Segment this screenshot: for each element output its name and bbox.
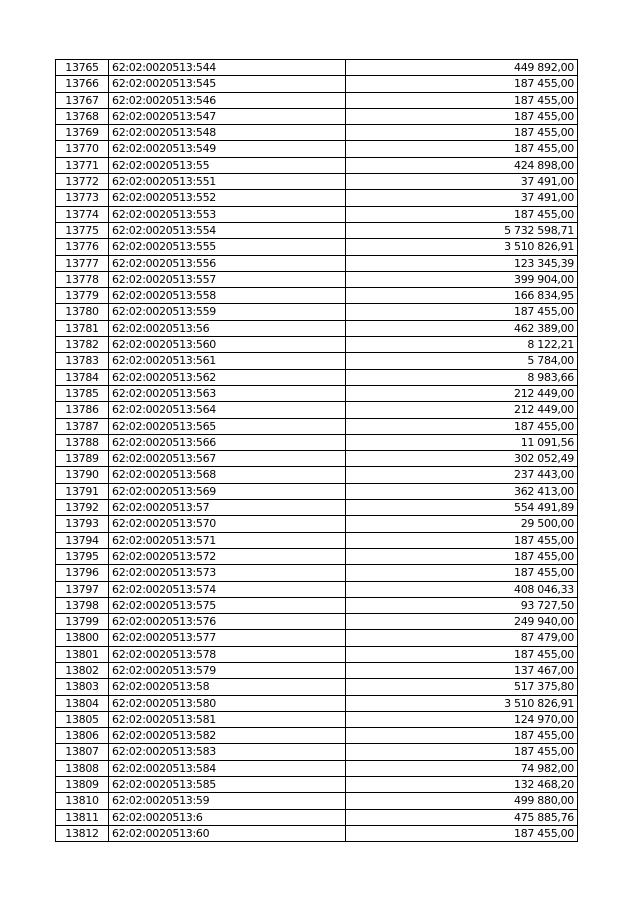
cadastral-number-cell: 62:02:0020513:579 (109, 662, 346, 678)
row-number-cell: 13781 (56, 320, 109, 336)
row-number-cell: 13807 (56, 744, 109, 760)
cadastral-number-cell: 62:02:0020513:569 (109, 483, 346, 499)
cadastral-number-cell: 62:02:0020513:561 (109, 353, 346, 369)
value-cell: 11 091,56 (346, 434, 578, 450)
table-row (56, 157, 578, 173)
value-cell: 554 491,89 (346, 500, 578, 516)
row-number-cell: 13775 (56, 222, 109, 238)
table-row (56, 711, 578, 727)
value-cell: 5 784,00 (346, 353, 578, 369)
value-cell: 462 389,00 (346, 320, 578, 336)
row-number-cell: 13778 (56, 271, 109, 287)
cadastral-number-cell: 62:02:0020513:563 (109, 385, 346, 401)
value-cell: 449 892,00 (346, 60, 578, 76)
value-cell: 166 834,95 (346, 288, 578, 304)
row-number-cell: 13782 (56, 337, 109, 353)
cadastral-number-cell: 62:02:0020513:553 (109, 206, 346, 222)
row-number-cell: 13785 (56, 385, 109, 401)
row-number-cell: 13794 (56, 532, 109, 548)
row-number-cell: 13804 (56, 695, 109, 711)
row-number-cell: 13765 (56, 60, 109, 76)
value-cell: 212 449,00 (346, 385, 578, 401)
row-number-cell: 13767 (56, 92, 109, 108)
table-row (56, 288, 578, 304)
cadastral-number-cell: 62:02:0020513:583 (109, 744, 346, 760)
table-row (56, 483, 578, 499)
value-cell: 187 455,00 (346, 825, 578, 841)
value-cell: 187 455,00 (346, 125, 578, 141)
value-cell: 124 970,00 (346, 711, 578, 727)
cadastral-number-cell: 62:02:0020513:565 (109, 418, 346, 434)
value-cell: 3 510 826,91 (346, 239, 578, 255)
cadastral-number-cell: 62:02:0020513:56 (109, 320, 346, 336)
value-cell: 87 479,00 (346, 630, 578, 646)
value-cell: 187 455,00 (346, 108, 578, 124)
value-cell: 187 455,00 (346, 141, 578, 157)
value-cell: 187 455,00 (346, 565, 578, 581)
table-row (56, 777, 578, 793)
cadastral-number-cell: 62:02:0020513:551 (109, 174, 346, 190)
cadastral-number-cell: 62:02:0020513:574 (109, 581, 346, 597)
table-row (56, 630, 578, 646)
row-number-cell: 13810 (56, 793, 109, 809)
table-row (56, 108, 578, 124)
table-row (56, 467, 578, 483)
table-row (56, 451, 578, 467)
table-row (56, 679, 578, 695)
value-cell: 302 052,49 (346, 451, 578, 467)
row-number-cell: 13788 (56, 434, 109, 450)
cadastral-number-cell: 62:02:0020513:552 (109, 190, 346, 206)
cadastral-number-cell: 62:02:0020513:557 (109, 271, 346, 287)
value-cell: 399 904,00 (346, 271, 578, 287)
row-number-cell: 13768 (56, 108, 109, 124)
row-number-cell: 13796 (56, 565, 109, 581)
table-row (56, 793, 578, 809)
value-cell: 475 885,76 (346, 809, 578, 825)
value-cell: 137 467,00 (346, 662, 578, 678)
value-cell: 5 732 598,71 (346, 222, 578, 238)
cadastral-number-cell: 62:02:0020513:572 (109, 548, 346, 564)
cadastral-number-cell: 62:02:0020513:571 (109, 532, 346, 548)
table-body (56, 60, 578, 842)
value-cell: 362 413,00 (346, 483, 578, 499)
value-cell: 187 455,00 (346, 304, 578, 320)
table-row (56, 402, 578, 418)
table-row (56, 418, 578, 434)
table-row (56, 206, 578, 222)
value-cell: 499 880,00 (346, 793, 578, 809)
value-cell: 187 455,00 (346, 728, 578, 744)
table-row (56, 548, 578, 564)
row-number-cell: 13766 (56, 76, 109, 92)
table-row (56, 320, 578, 336)
row-number-cell: 13797 (56, 581, 109, 597)
row-number-cell: 13777 (56, 255, 109, 271)
value-cell: 3 510 826,91 (346, 695, 578, 711)
row-number-cell: 13793 (56, 516, 109, 532)
value-cell: 237 443,00 (346, 467, 578, 483)
table-row (56, 337, 578, 353)
cadastral-number-cell: 62:02:0020513:562 (109, 369, 346, 385)
table-row (56, 500, 578, 516)
value-cell: 93 727,50 (346, 597, 578, 613)
row-number-cell: 13811 (56, 809, 109, 825)
table-row (56, 141, 578, 157)
value-cell: 74 982,00 (346, 760, 578, 776)
table-row (56, 434, 578, 450)
row-number-cell: 13801 (56, 646, 109, 662)
value-cell: 408 046,33 (346, 581, 578, 597)
cadastral-number-cell: 62:02:0020513:544 (109, 60, 346, 76)
row-number-cell: 13798 (56, 597, 109, 613)
row-number-cell: 13795 (56, 548, 109, 564)
row-number-cell: 13770 (56, 141, 109, 157)
cadastral-number-cell: 62:02:0020513:6 (109, 809, 346, 825)
row-number-cell: 13786 (56, 402, 109, 418)
cadastral-number-cell: 62:02:0020513:585 (109, 777, 346, 793)
row-number-cell: 13812 (56, 825, 109, 841)
row-number-cell: 13790 (56, 467, 109, 483)
table-row (56, 190, 578, 206)
table-row (56, 565, 578, 581)
cadastral-number-cell: 62:02:0020513:556 (109, 255, 346, 271)
table-row (56, 532, 578, 548)
row-number-cell: 13800 (56, 630, 109, 646)
value-cell: 8 122,21 (346, 337, 578, 353)
value-cell: 187 455,00 (346, 744, 578, 760)
value-cell: 123 345,39 (346, 255, 578, 271)
value-cell: 37 491,00 (346, 174, 578, 190)
cadastral-number-cell: 62:02:0020513:582 (109, 728, 346, 744)
value-cell: 187 455,00 (346, 76, 578, 92)
value-cell: 187 455,00 (346, 206, 578, 222)
row-number-cell: 13803 (56, 679, 109, 695)
table-row (56, 255, 578, 271)
row-number-cell: 13792 (56, 500, 109, 516)
table-row (56, 744, 578, 760)
cadastral-number-cell: 62:02:0020513:580 (109, 695, 346, 711)
table-row (56, 271, 578, 287)
value-cell: 37 491,00 (346, 190, 578, 206)
value-cell: 132 468,20 (346, 777, 578, 793)
cadastral-number-cell: 62:02:0020513:55 (109, 157, 346, 173)
table-row (56, 646, 578, 662)
value-cell: 517 375,80 (346, 679, 578, 695)
value-cell: 187 455,00 (346, 646, 578, 662)
row-number-cell: 13791 (56, 483, 109, 499)
cadastral-number-cell: 62:02:0020513:568 (109, 467, 346, 483)
table-row (56, 92, 578, 108)
table-row (56, 76, 578, 92)
table-row (56, 581, 578, 597)
cadastral-number-cell: 62:02:0020513:58 (109, 679, 346, 695)
cadastral-number-cell: 62:02:0020513:566 (109, 434, 346, 450)
table-row (56, 662, 578, 678)
cadastral-number-cell: 62:02:0020513:547 (109, 108, 346, 124)
cadastral-number-cell: 62:02:0020513:559 (109, 304, 346, 320)
table-row (56, 239, 578, 255)
table-row (56, 760, 578, 776)
value-cell: 187 455,00 (346, 548, 578, 564)
row-number-cell: 13805 (56, 711, 109, 727)
row-number-cell: 13787 (56, 418, 109, 434)
value-cell: 424 898,00 (346, 157, 578, 173)
row-number-cell: 13773 (56, 190, 109, 206)
row-number-cell: 13780 (56, 304, 109, 320)
cadastral-number-cell: 62:02:0020513:564 (109, 402, 346, 418)
value-cell: 29 500,00 (346, 516, 578, 532)
row-number-cell: 13779 (56, 288, 109, 304)
row-number-cell: 13806 (56, 728, 109, 744)
cadastral-number-cell: 62:02:0020513:554 (109, 222, 346, 238)
table-row (56, 809, 578, 825)
row-number-cell: 13774 (56, 206, 109, 222)
row-number-cell: 13809 (56, 777, 109, 793)
table-row (56, 695, 578, 711)
row-number-cell: 13769 (56, 125, 109, 141)
value-cell: 8 983,66 (346, 369, 578, 385)
row-number-cell: 13783 (56, 353, 109, 369)
cadastral-number-cell: 62:02:0020513:555 (109, 239, 346, 255)
cadastral-number-cell: 62:02:0020513:59 (109, 793, 346, 809)
row-number-cell: 13784 (56, 369, 109, 385)
cadastral-number-cell: 62:02:0020513:577 (109, 630, 346, 646)
cadastral-number-cell: 62:02:0020513:575 (109, 597, 346, 613)
cadastral-number-cell: 62:02:0020513:584 (109, 760, 346, 776)
cadastral-number-cell: 62:02:0020513:573 (109, 565, 346, 581)
table-row (56, 369, 578, 385)
cadastral-number-cell: 62:02:0020513:549 (109, 141, 346, 157)
table-row (56, 125, 578, 141)
cadastral-number-cell: 62:02:0020513:576 (109, 614, 346, 630)
value-cell: 212 449,00 (346, 402, 578, 418)
table-row (56, 825, 578, 841)
value-cell: 187 455,00 (346, 418, 578, 434)
table-row (56, 385, 578, 401)
row-number-cell: 13808 (56, 760, 109, 776)
cadastral-number-cell: 62:02:0020513:558 (109, 288, 346, 304)
cadastral-number-cell: 62:02:0020513:57 (109, 500, 346, 516)
cadastral-number-cell: 62:02:0020513:560 (109, 337, 346, 353)
table-row (56, 174, 578, 190)
table-row (56, 614, 578, 630)
row-number-cell: 13802 (56, 662, 109, 678)
cadastral-number-cell: 62:02:0020513:578 (109, 646, 346, 662)
cadastral-number-cell: 62:02:0020513:567 (109, 451, 346, 467)
table-row (56, 516, 578, 532)
row-number-cell: 13772 (56, 174, 109, 190)
row-number-cell: 13789 (56, 451, 109, 467)
data-table (55, 59, 578, 842)
cadastral-number-cell: 62:02:0020513:548 (109, 125, 346, 141)
table-row (56, 222, 578, 238)
value-cell: 187 455,00 (346, 92, 578, 108)
cadastral-number-cell: 62:02:0020513:570 (109, 516, 346, 532)
table-row (56, 60, 578, 76)
row-number-cell: 13776 (56, 239, 109, 255)
row-number-cell: 13771 (56, 157, 109, 173)
value-cell: 187 455,00 (346, 532, 578, 548)
table-row (56, 353, 578, 369)
table-row (56, 597, 578, 613)
cadastral-number-cell: 62:02:0020513:546 (109, 92, 346, 108)
cadastral-number-cell: 62:02:0020513:545 (109, 76, 346, 92)
table-row (56, 728, 578, 744)
cadastral-number-cell: 62:02:0020513:60 (109, 825, 346, 841)
value-cell: 249 940,00 (346, 614, 578, 630)
cadastral-number-cell: 62:02:0020513:581 (109, 711, 346, 727)
table-row (56, 304, 578, 320)
row-number-cell: 13799 (56, 614, 109, 630)
